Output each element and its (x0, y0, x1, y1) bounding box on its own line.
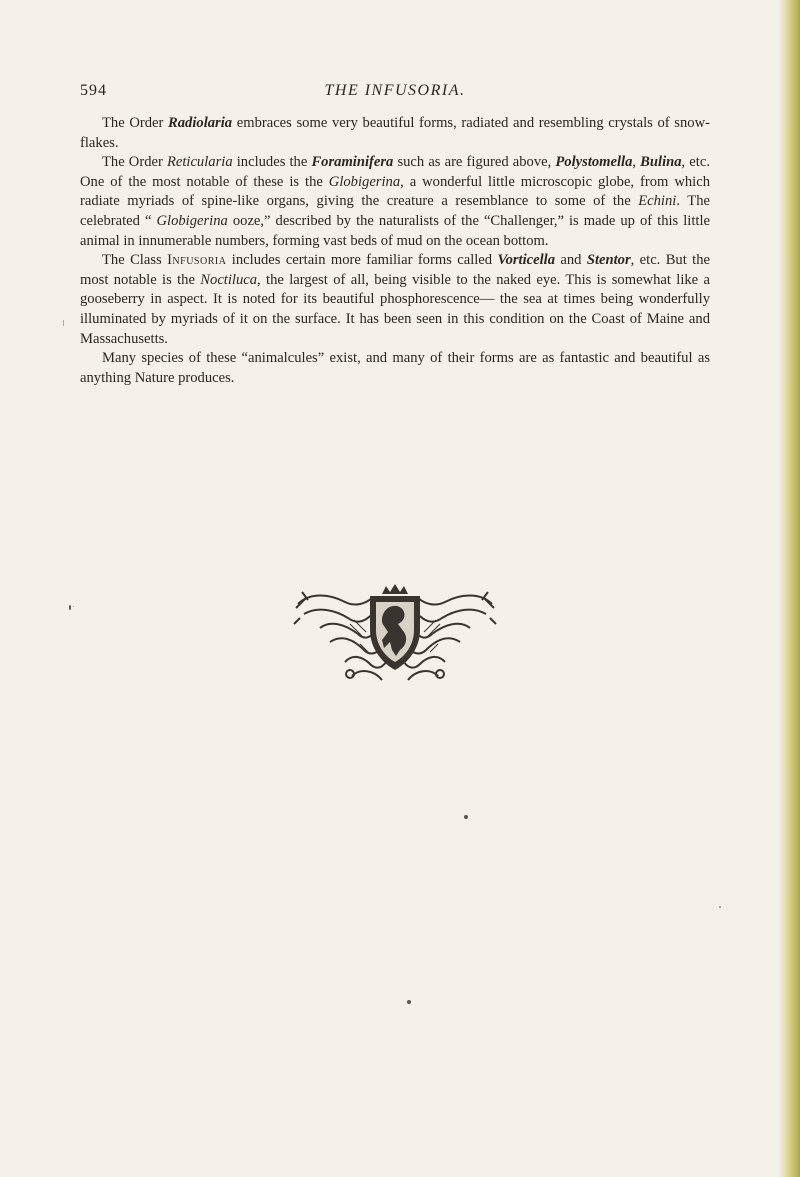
emphasis-run: Polystomella (555, 154, 633, 171)
text-run: includes the (232, 154, 312, 171)
print-speck (407, 1000, 411, 1004)
text-run: The Class (102, 252, 168, 269)
emphasis-run: Echini (638, 193, 677, 210)
text-run: , etc. But the most notable is the (80, 252, 710, 288)
text-run: Many species of these “animalcules” exist, and many of their forms are as fantastic and beautiful as anything Nature produces. (80, 350, 710, 386)
emphasis-run: Globigerina (156, 212, 228, 229)
emphasis-run: Noctiluca (200, 271, 258, 288)
paragraph (80, 349, 710, 388)
emphasis-run: Vorticella (497, 252, 556, 269)
text-run: ooze,” described by the naturalists of the “Challenger,” is made up of this little animal in innumerable numbers, forming vast beds of mud on the ocean bottom. (80, 212, 710, 249)
paragraph (80, 153, 710, 251)
emphasis-run: Radiolaria (168, 115, 233, 131)
paragraph (80, 251, 710, 349)
paragraph (80, 114, 710, 153)
emphasis-run: Globigerina (328, 173, 401, 190)
body-text (80, 114, 710, 388)
print-speck (464, 815, 468, 819)
emphasis-run: Infusoria (167, 252, 227, 269)
emphasis-run: Stentor (586, 252, 631, 269)
heraldic-lion-vignette-icon (290, 584, 500, 684)
emphasis-run: Bulina (640, 154, 682, 171)
text-run: embraces some very beautiful forms, radiated and resembling crystals of snow-flakes. (80, 115, 710, 151)
text-run: includes certain more familiar forms called (226, 252, 498, 269)
print-speck (69, 605, 71, 610)
text-run: , a wonderful little microscopic globe, from which radiate myriads of spine-like organs, giving the creature a resemblance to some of the (80, 173, 710, 210)
print-speck (73, 606, 74, 607)
print-speck (719, 906, 721, 908)
text-run: The Order (102, 154, 167, 171)
text-run: , (632, 154, 641, 171)
page-number: 594 (80, 82, 107, 99)
emphasis-run: Foraminifera (311, 154, 394, 171)
print-speck (63, 320, 64, 326)
page-header (80, 82, 710, 106)
text-run: and (555, 252, 587, 269)
emphasis-run: Reticularia (166, 154, 233, 171)
running-title: THE INFUSORIA. (324, 82, 466, 99)
text-run: . The celebrated “ (80, 193, 710, 229)
page-edge-stain (778, 0, 800, 1177)
text-run: , etc. One of the most notable of these is the (80, 154, 710, 190)
text-run: , the largest of all, being visible to the naked eye. This is somewhat like a gooseberry in aspect. It is noted for its beautiful phosphorescence— the sea at times being wonderfully illuminated by myriads of it on the surface. It has been seen in this condition on the Coast of Maine and Massachusetts. (80, 271, 710, 347)
text-run: such as are figured above, (393, 154, 556, 171)
text-run: The Order (102, 115, 169, 131)
